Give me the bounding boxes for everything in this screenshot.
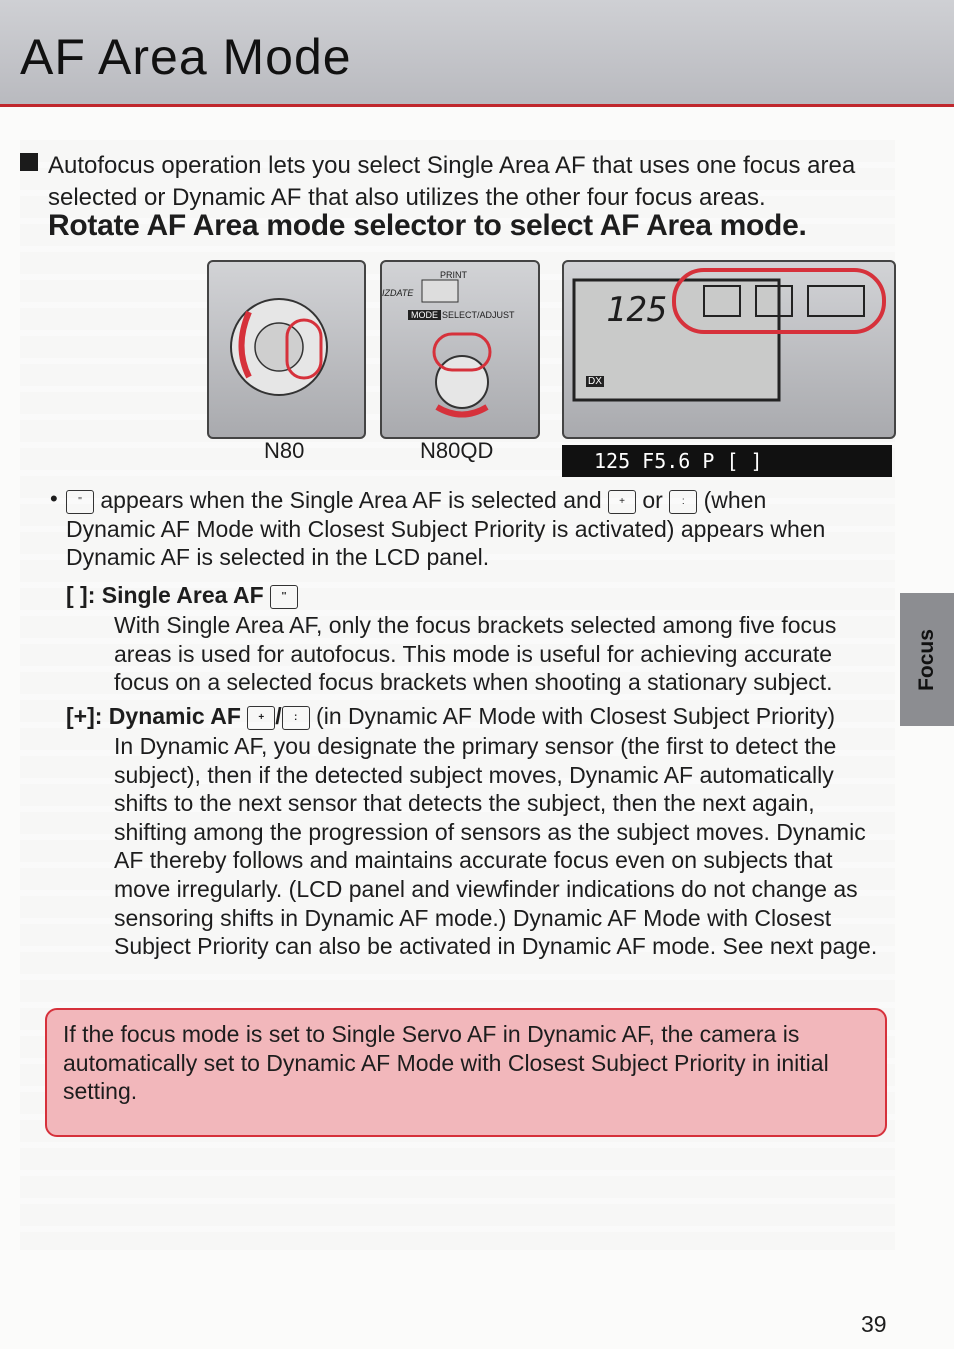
caption-n80qd: N80QD [420,438,494,463]
dynamic-af-bracket-icon: + [608,490,636,514]
n80qd-dial-illustration [380,260,540,439]
caption-n80: N80 [264,438,305,463]
viewfinder-strip [562,445,892,477]
intro-text: Autofocus operation lets you select Single Area AF that uses one focus area selected or Dynamic AF that also utilizes the other four focus areas. [48,152,856,211]
closest-subject-icon: : [282,706,310,730]
page-title: AF Area Mode [20,29,352,85]
single-area-bracket-icon: '' [66,490,94,514]
instruction-heading: Rotate AF Area mode selector to select AF Area mode. [48,209,807,242]
n80-dial-illustration [207,260,366,439]
section-tab-label: Focus [915,628,938,691]
lcd-shutter-readout: 125 [606,290,668,330]
mode-label: MODE [408,310,441,320]
dynamic-af-body: In Dynamic AF, you designate the primary sensor (the first to detect the subject), then if the detected subject moves, Dynamic AF automatically shifts to the next sensor that detects the subject, then the next again, shifting among the progression of sensors as the subject moves. Dynamic AF thereby follows and maintains accurate focus even on subjects that move irregularly. (LCD panel and viewfinder indications do not change as sensoring shifts in Dynamic AF mode.) Dynamic AF Mode with Closest Subject Priority can also be activated in Dynamic AF mode. See next page. [114,733,878,960]
bullet-segment-3: (when Dynamic AF Mode with Closest Subject Priority is activated) appears when Dynamic AF is selected in the LCD panel. [66,487,826,571]
select-adjust-label: SELECT/ADJUST [442,310,515,320]
lcd-panel-illustration [562,260,896,439]
section-tab [900,593,954,726]
single-area-body: With Single Area AF, only the focus brackets selected among five focus areas is used for autofocus. This mode is useful for achieving accurate focus on a selected focus brackets when shooting a stationary subject. [114,612,837,696]
bullet-dot: • [50,486,58,511]
note-box [45,1008,887,1137]
dynamic-af-icon: + [247,706,275,730]
print-label: PRINT [440,270,467,280]
single-area-term [66,582,298,609]
single-area-term-text: [ ]: Single Area AF [66,582,264,608]
viewfinder-readout: 125 F5.6 P [ ] [594,449,763,473]
note-text: If the focus mode is set to Single Servo AF in Dynamic AF, the camera is automatically set to Dynamic AF Mode with Closest Subject Priority in initial setting. [63,1021,829,1105]
dynamic-af-suffix: (in Dynamic AF Mode with Closest Subject Priority) [316,703,835,729]
closest-subject-bracket-icon: : [669,490,697,514]
section-bullet [20,153,38,171]
single-area-icon: '' [270,585,298,609]
dial-drawing [209,262,364,437]
date-label: IZDATE [382,288,414,298]
lcd-drawing [564,262,894,437]
dx-label: DX [588,376,602,387]
bullet-text [66,486,861,572]
bullet-segment-2: or [642,487,663,513]
page-number: 39 [861,1311,887,1337]
dynamic-af-term: [+]: Dynamic AF + / : (in Dynamic AF Mode with Closest Subject Priority) [66,703,835,729]
bullet-segment-1: appears when the Single Area AF is selected and [100,487,602,513]
dynamic-af-term-text: [+]: Dynamic AF [66,703,241,729]
page-header [0,0,954,107]
